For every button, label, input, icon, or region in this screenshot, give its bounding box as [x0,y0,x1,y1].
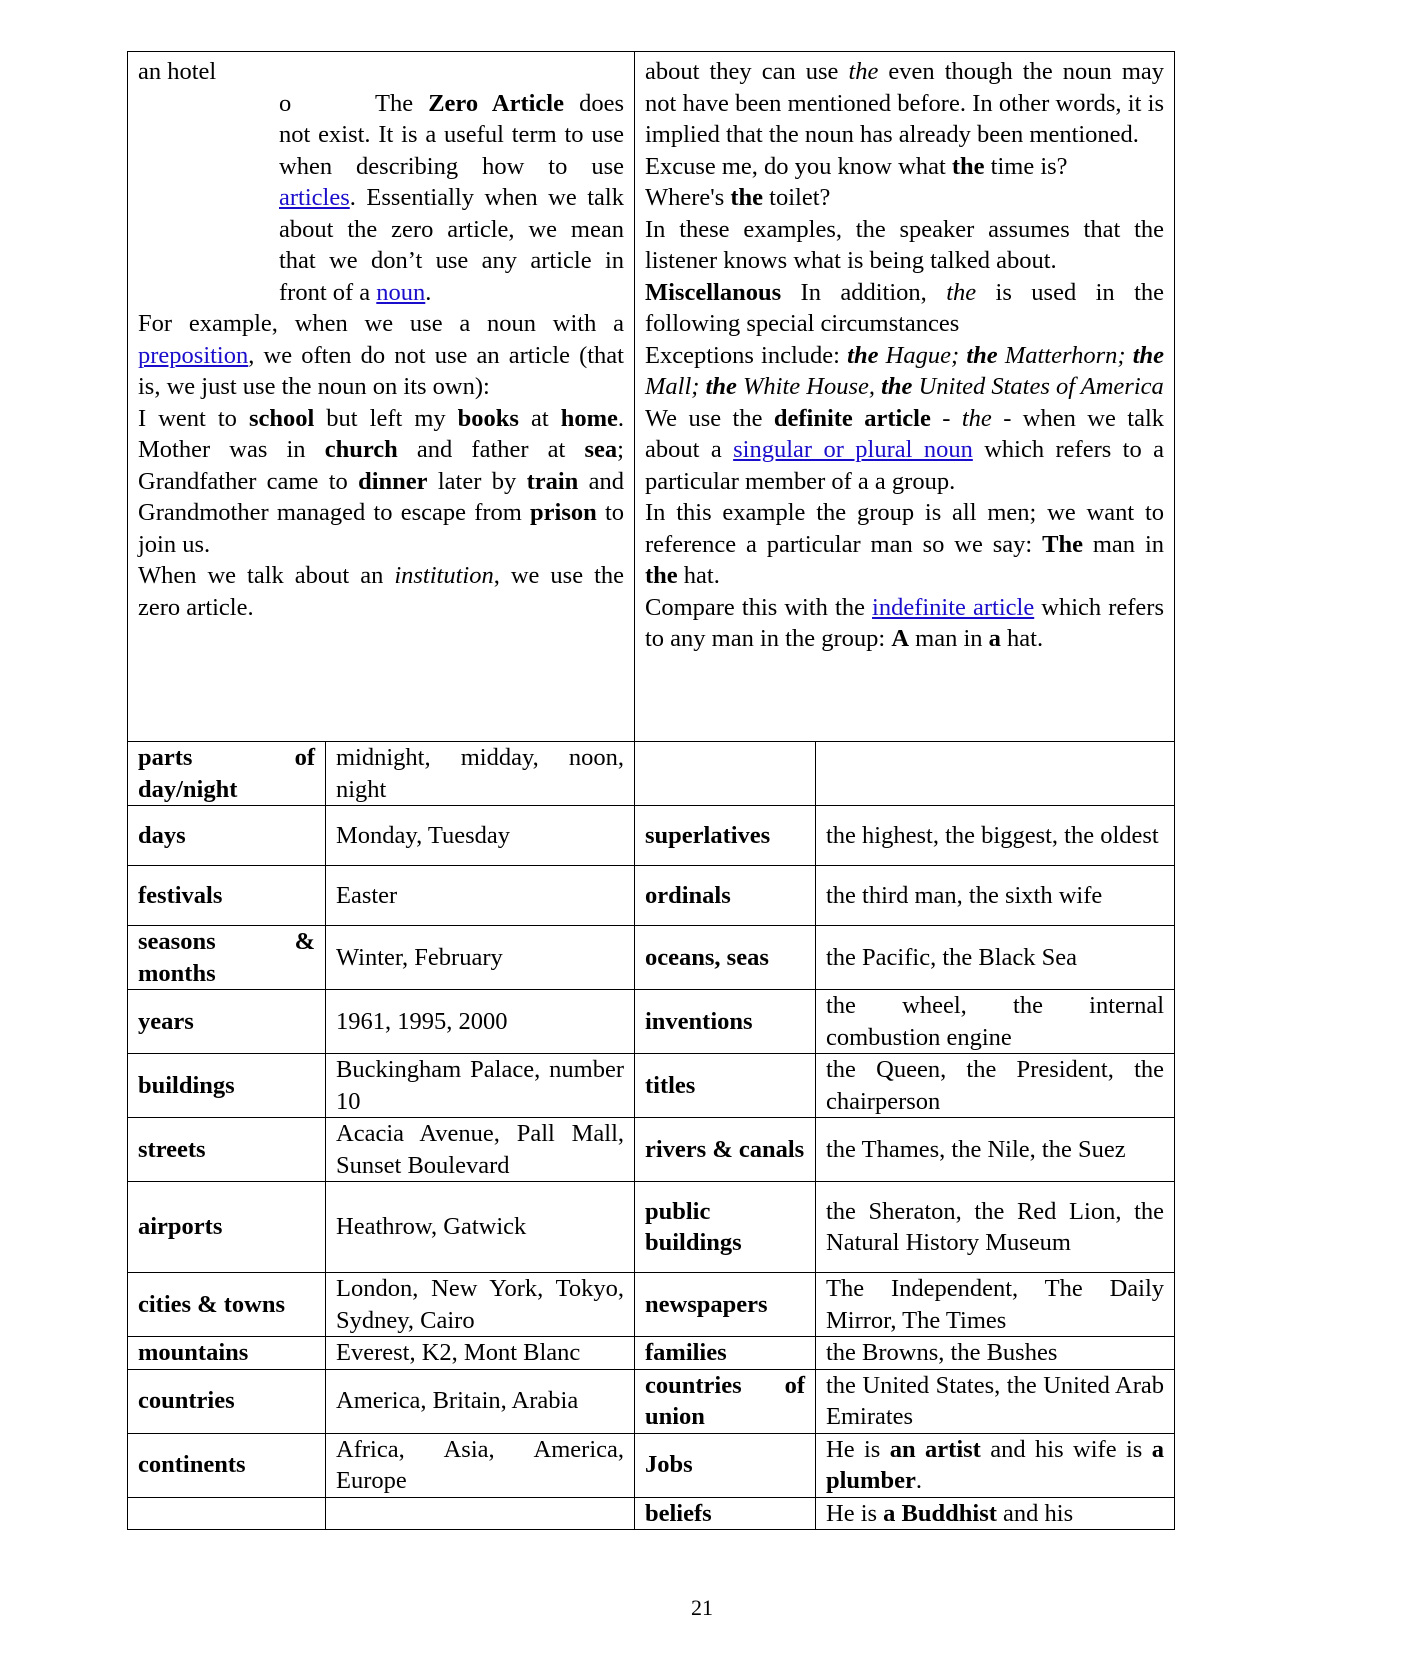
category-label: countries of union [635,1369,816,1433]
category-example: the Pacific, the Black Sea [816,926,1175,990]
category-label: buildings [128,1054,326,1118]
category-example: Buckingham Palace, number 10 [326,1054,635,1118]
category-example: the United States, the United Arab Emirates [816,1369,1175,1433]
preposition-link[interactable]: preposition [138,341,249,369]
compare-paragraph: Compare this with the indefinite article which refers to any man in the group: A man in a hat. [645,593,1165,652]
category-example: the wheel, the internal combustion engine [816,990,1175,1054]
story-paragraph: I went to school but left my books at home. Mother was in church and father at sea; Grandfather came to dinner later by train and Grandmother managed to escape from prison to join us. [138,404,625,558]
category-label: festivals [128,866,326,926]
category-example: Monday, Tuesday [326,806,635,866]
category-label: ordinals [635,866,816,926]
category-example: the Thames, the Nile, the Suez [816,1118,1175,1182]
table-row [128,990,1175,1054]
document-page [127,51,1174,1530]
institution-paragraph: When we talk about an institution, we use the zero article. [138,562,624,621]
category-example: the third man, the sixth wife [816,866,1175,926]
noun-link[interactable]: noun [376,278,426,306]
category-label: oceans, seas [635,926,816,990]
category-label [635,742,816,806]
category-example: the Browns, the Bushes [816,1337,1175,1370]
table-row [128,866,1175,926]
category-example: Easter [326,866,635,926]
example-question-2: Where's the toilet? [645,184,831,211]
category-label: continents [128,1433,326,1497]
zero-article-cell [128,52,635,742]
category-label [128,1497,326,1530]
assumption-paragraph: In these examples, the speaker assumes that the listener knows what is being talked about. [645,215,1165,274]
category-example [816,742,1175,806]
table-row [128,1273,1175,1337]
category-example: 1961, 1995, 2000 [326,990,635,1054]
category-label: Jobs [635,1433,816,1497]
bullet-icon: o [279,89,292,117]
category-example: Everest, K2, Mont Blanc [326,1337,635,1370]
category-example: the highest, the biggest, the oldest [816,806,1175,866]
category-example: the Sheraton, the Red Lion, the Natural History Museum [816,1182,1175,1273]
category-label: inventions [635,990,816,1054]
misc-paragraph: Miscellanous In addition, the is used in the following special circumstances [645,278,1164,337]
table-row [128,742,1175,806]
table-row [128,1433,1175,1497]
category-label: rivers & canals [635,1118,816,1182]
indefinite-article-link[interactable]: indefinite article [872,593,1035,621]
category-example: midnight, midday, noon, night [326,742,635,806]
table-row [128,1369,1175,1433]
category-label: streets [128,1118,326,1182]
category-example: America, Britain, Arabia [326,1369,635,1433]
category-example: The Independent, The Daily Mirror, The Times [816,1273,1175,1337]
example-paragraph: For example, when we use a noun with a preposition, we often do not use an article (that is, we just use the noun on its own): [138,310,624,400]
category-label: public buildings [635,1182,816,1273]
definite-paragraph: We use the definite article - the - when we talk about a singular or plural noun which refers to a particular member of a a group. [645,404,1165,495]
men-paragraph: In this example the group is all men; we want to reference a particular man so we say: The man in the hat. [645,499,1165,589]
example-question-1: Excuse me, do you know what the time is? [645,152,1068,180]
category-label: years [128,990,326,1054]
category-label: newspapers [635,1273,816,1337]
category-example: Heathrow, Gatwick [326,1182,635,1273]
first-line: an hotel [138,58,217,85]
exceptions-paragraph: Exceptions include: the Hague; the Matterhorn; the Mall; the White House, the United States of America [645,341,1165,400]
category-example: Acacia Avenue, Pall Mall, Sunset Boulevard [326,1118,635,1182]
articles-table [127,51,1175,1530]
category-label: superlatives [635,806,816,866]
category-label: titles [635,1054,816,1118]
zero-article-paragraph: o The Zero Article does not exist. It is a useful term to use when describing how to use articles. Essentially when we talk about the zero article, we mean that we don’t use any article in front of a noun. [279,89,624,306]
jobs-example: He is an artist and his wife is a plumber. [816,1433,1175,1497]
table-row [128,1054,1175,1118]
category-example: Winter, February [326,926,635,990]
category-label: parts of day/night [128,742,326,806]
singular-plural-noun-link[interactable]: singular or plural noun [733,436,973,463]
category-example: the Queen, the President, the chairperson [816,1054,1175,1118]
category-label: cities & towns [128,1273,326,1337]
category-label: seasons & months [128,926,326,990]
beliefs-example: He is a Buddhist and his [816,1497,1175,1530]
category-label: days [128,806,326,866]
category-label: families [635,1337,816,1370]
table-row [128,1497,1175,1530]
category-example: Africa, Asia, America, Europe [326,1433,635,1497]
category-example: London, New York, Tokyo, Sydney, Cairo [326,1273,635,1337]
table-row [128,926,1175,990]
table-row [128,806,1175,866]
table-row [128,1182,1175,1273]
text-row [128,52,1175,742]
category-label: mountains [128,1337,326,1370]
category-label: airports [128,1182,326,1273]
table-row [128,1118,1175,1182]
definite-article-cell [635,52,1175,742]
implied-paragraph: about they can use the even though the noun may not have been mentioned before. In other words, it is implied that the noun has already been mentioned. [645,58,1165,148]
category-label: beliefs [635,1497,816,1530]
category-example [326,1497,635,1530]
page-number: 21 [691,1595,713,1620]
table-row [128,1337,1175,1370]
articles-link[interactable]: articles [279,184,350,211]
category-label: countries [128,1369,326,1433]
